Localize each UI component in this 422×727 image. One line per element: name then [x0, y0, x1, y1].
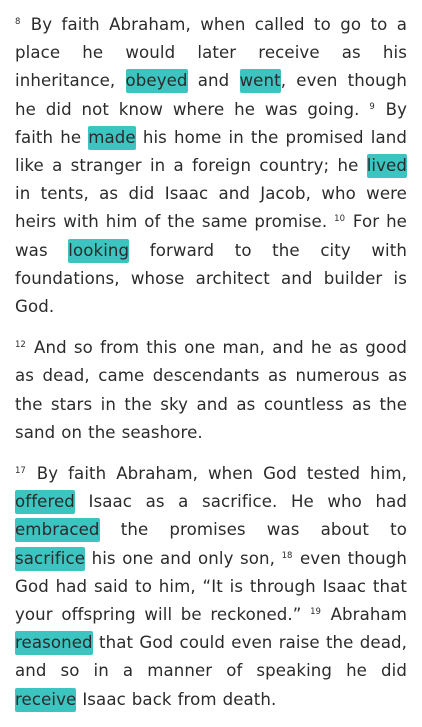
paragraph [15, 334, 407, 447]
verse-number: 10 [334, 214, 345, 225]
verse-text: the promises was about to [99, 520, 407, 540]
verse-text: Isaac back from death. [76, 689, 277, 709]
highlighted-word[interactable]: sacrifice [15, 547, 85, 571]
highlighted-word[interactable]: receive [15, 688, 76, 712]
verse-text: and [187, 71, 240, 91]
verse-text: his one and only son, [85, 548, 282, 568]
verse-text: By faith he [15, 99, 407, 147]
highlighted-word[interactable]: made [88, 126, 135, 150]
verse-text: And so from this one man, and he as good as dead, came descendants as numerous as the stars in the sky and as countless as the sand on the seashore. [15, 338, 407, 442]
verse-number: 12 [15, 340, 26, 351]
scripture-reader [15, 11, 407, 727]
verse-text: forward to the city with foundations, whose architect and builder is God. [15, 240, 407, 317]
highlighted-word[interactable]: obeyed [126, 69, 188, 93]
highlighted-word[interactable]: reasoned [15, 631, 93, 655]
paragraph [15, 460, 407, 714]
verse-text: even though God had said to him, “It is through Isaac that your offspring will be reckoned.” [15, 548, 408, 625]
verse-number: 19 [310, 607, 321, 618]
verse-text: By faith Abraham, when God tested him, [26, 464, 407, 484]
highlighted-word[interactable]: looking [68, 239, 129, 263]
verse-number: 9 [369, 101, 375, 112]
verse-text: For he was [15, 212, 407, 260]
verse-text: in tents, as did Isaac and Jacob, who were heirs with him of the same promise. [15, 184, 407, 232]
paragraph [15, 11, 407, 321]
verse-text: that God could even raise the dead, and so in a manner of speaking he did [15, 633, 407, 681]
verse-text: his home in the promised land like a stranger in a foreign country; he [15, 127, 407, 176]
highlighted-word[interactable]: lived [367, 154, 407, 178]
verse-text: Abraham [321, 605, 407, 625]
verse-text: , even though he did not know where he was going. [15, 71, 408, 119]
verse-text: By faith Abraham, when called to go to a place he would later receive as his inheritance, [15, 15, 407, 91]
verse-number: 8 [15, 17, 21, 27]
verse-number: 18 [281, 550, 293, 561]
verse-number: 17 [15, 466, 26, 477]
highlighted-word[interactable]: offered [15, 490, 75, 514]
highlighted-word[interactable]: went [240, 69, 281, 93]
verse-text: Isaac as a sacrifice. He who had [74, 492, 407, 512]
highlighted-word[interactable]: embraced [15, 518, 100, 542]
